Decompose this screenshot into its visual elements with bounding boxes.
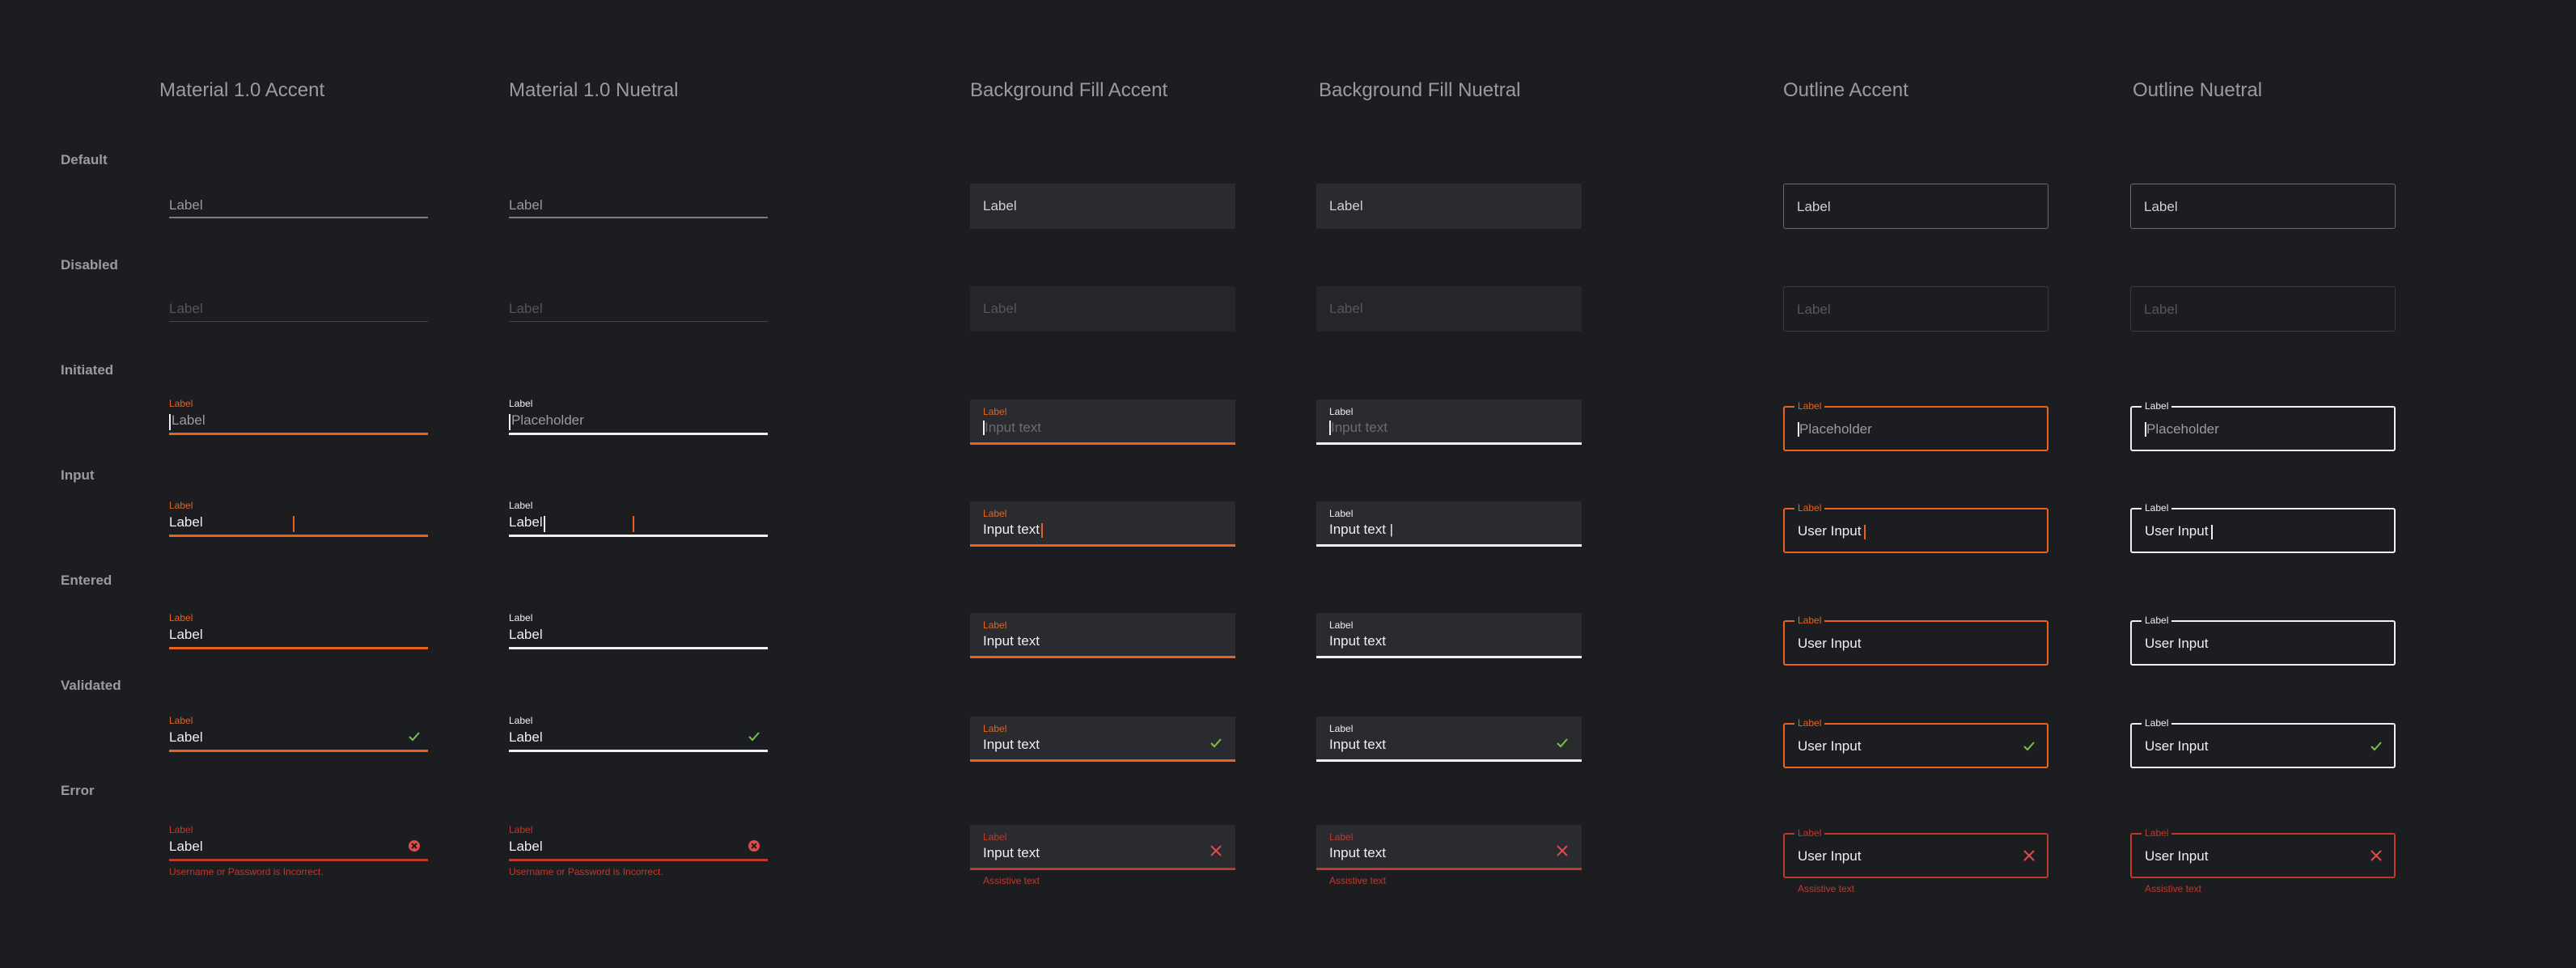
field-label: Label	[1329, 198, 1363, 213]
fill-accent-default-field[interactable]	[970, 184, 1235, 229]
floating-label: Label	[169, 824, 193, 835]
assistive-text: Assistive text	[1329, 875, 1387, 886]
outline-accent-initiated-field[interactable]	[1783, 400, 2049, 451]
outline-neutral-input-field[interactable]	[2130, 502, 2396, 553]
field-value: Input text |	[1329, 522, 1394, 537]
floating-label: Label	[169, 500, 193, 511]
outline-accent-validated-field[interactable]	[1783, 717, 2049, 768]
floating-label: Label	[509, 715, 533, 726]
field-label: Label	[2144, 199, 2178, 214]
fill-neutral-error-field[interactable]	[1316, 825, 1582, 870]
field-value: Label	[169, 839, 203, 854]
field-value: Input text	[983, 737, 1040, 752]
floating-label: Label	[983, 508, 1007, 519]
fill-neutral-default-field[interactable]	[1316, 184, 1582, 229]
close-icon[interactable]	[1210, 844, 1222, 857]
material-neutral-disabled-field	[509, 294, 768, 322]
column-title-outline-neutral: Outline Nuetral	[2133, 79, 2263, 101]
floating-label: Label	[2142, 717, 2171, 729]
material-accent-disabled-field	[169, 294, 428, 322]
outline-accent-default-field[interactable]	[1783, 184, 2049, 229]
field-value: Label	[169, 729, 203, 745]
field-label: Label	[983, 301, 1017, 316]
field-label: Label	[509, 301, 543, 316]
close-icon[interactable]	[2023, 849, 2036, 862]
field-value: Input text	[1329, 633, 1386, 649]
floating-label: Label	[509, 824, 533, 835]
floating-label: Label	[509, 612, 533, 623]
field-value: Label	[169, 514, 203, 530]
floating-label: Label	[983, 406, 1007, 417]
field-value: User Input	[1798, 636, 1862, 651]
outline-accent-disabled-field	[1783, 286, 2049, 332]
material-accent-input-field[interactable]	[169, 500, 428, 537]
check-icon	[2023, 741, 2036, 752]
field-value: Input text	[1329, 737, 1386, 752]
floating-label: Label	[2142, 400, 2171, 412]
material-neutral-validated-field[interactable]	[509, 715, 768, 752]
floating-label: Label	[169, 715, 193, 726]
fill-neutral-input-field[interactable]	[1316, 501, 1582, 547]
outline-neutral-error-field[interactable]	[2130, 827, 2396, 878]
floating-label: Label	[1794, 615, 1824, 626]
outline-neutral-default-field[interactable]	[2130, 184, 2396, 229]
outline-accent-error-field[interactable]	[1783, 827, 2049, 878]
material-accent-validated-field[interactable]	[169, 715, 428, 752]
floating-label: Label	[1329, 831, 1354, 843]
fill-accent-input-field[interactable]	[970, 501, 1235, 547]
material-neutral-error-field[interactable]	[509, 824, 768, 861]
field-label: Label	[169, 301, 203, 316]
outline-neutral-initiated-field[interactable]	[2130, 400, 2396, 451]
check-icon	[748, 731, 761, 742]
fill-neutral-disabled-field	[1316, 286, 1582, 332]
outline-accent-input-field[interactable]	[1783, 502, 2049, 553]
field-placeholder: Placeholder	[2146, 421, 2219, 437]
field-placeholder: Input text	[1331, 420, 1388, 435]
material-accent-error-field[interactable]	[169, 824, 428, 861]
row-label-error: Error	[61, 783, 95, 798]
field-value: Input text	[1329, 845, 1386, 860]
floating-label: Label	[1794, 400, 1824, 412]
field-label: Label	[2144, 302, 2178, 317]
column-title-fill-neutral: Background Fill Nuetral	[1319, 79, 1521, 101]
column-title-material-neutral: Material 1.0 Nuetral	[509, 79, 679, 101]
floating-label: Label	[2142, 502, 2171, 514]
floating-label: Label	[1794, 827, 1824, 839]
floating-label: Label	[169, 398, 193, 409]
field-value: User Input	[1798, 523, 1862, 539]
column-title-fill-accent: Background Fill Accent	[970, 79, 1168, 101]
check-icon	[1210, 738, 1222, 749]
field-label: Label	[983, 198, 1017, 213]
row-label-validated: Validated	[61, 678, 121, 693]
floating-label: Label	[983, 831, 1007, 843]
material-accent-initiated-field[interactable]	[169, 398, 428, 435]
column-title-material-accent: Material 1.0 Accent	[159, 79, 325, 101]
row-label-initiated: Initiated	[61, 362, 114, 378]
error-circle-icon[interactable]	[408, 839, 421, 852]
fill-neutral-initiated-field[interactable]	[1316, 399, 1582, 445]
check-icon	[408, 731, 421, 742]
field-value: Label	[169, 627, 203, 642]
fill-accent-disabled-field	[970, 286, 1235, 332]
field-value: Input text	[983, 845, 1040, 860]
field-placeholder: Input text	[985, 420, 1041, 435]
check-icon	[2370, 741, 2383, 752]
field-value: User Input	[2145, 738, 2209, 754]
field-label: Label	[1797, 199, 1831, 214]
floating-label: Label	[509, 500, 533, 511]
fill-accent-initiated-field[interactable]	[970, 399, 1235, 445]
material-accent-default-field[interactable]	[169, 191, 428, 218]
field-placeholder: Placeholder	[511, 412, 584, 428]
close-icon[interactable]	[1556, 844, 1569, 857]
row-label-default: Default	[61, 152, 108, 167]
error-message: Username or Password is Incorrect.	[509, 866, 663, 877]
field-label: Label	[169, 197, 203, 213]
floating-label: Label	[2142, 827, 2171, 839]
field-value: Input text	[983, 522, 1040, 537]
assistive-text: Assistive text	[1798, 883, 1855, 894]
floating-label: Label	[983, 619, 1007, 631]
floating-label: Label	[1329, 508, 1354, 519]
floating-label: Label	[1329, 619, 1354, 631]
field-placeholder: Placeholder	[1799, 421, 1872, 437]
outline-neutral-disabled-field	[2130, 286, 2396, 332]
field-value: Label	[509, 729, 543, 745]
material-neutral-initiated-field[interactable]	[509, 398, 768, 435]
fill-accent-validated-field[interactable]	[970, 716, 1235, 762]
outline-neutral-validated-field[interactable]	[2130, 717, 2396, 768]
column-title-outline-accent: Outline Accent	[1783, 79, 1909, 101]
field-label: Label	[1329, 301, 1363, 316]
assistive-text: Assistive text	[2145, 883, 2202, 894]
floating-label: Label	[1794, 502, 1824, 514]
assistive-text: Assistive text	[983, 875, 1040, 886]
fill-accent-error-field[interactable]	[970, 825, 1235, 870]
error-circle-icon[interactable]	[748, 839, 761, 852]
fill-neutral-validated-field[interactable]	[1316, 716, 1582, 762]
field-value: User Input	[2145, 636, 2209, 651]
fill-neutral-entered-field[interactable]	[1316, 613, 1582, 658]
floating-label: Label	[1794, 717, 1824, 729]
field-value: Input text	[983, 633, 1040, 649]
error-message: Username or Password is Incorrect.	[169, 866, 324, 877]
floating-label: Label	[1329, 406, 1354, 417]
outline-neutral-entered-field[interactable]	[2130, 615, 2396, 666]
field-label: Label	[1797, 302, 1831, 317]
floating-label: Label	[509, 398, 533, 409]
field-value: User Input	[2145, 523, 2209, 539]
floating-label: Label	[1329, 723, 1354, 734]
fill-accent-entered-field[interactable]	[970, 613, 1235, 658]
field-value: Label	[509, 839, 543, 854]
field-value: User Input	[1798, 848, 1862, 864]
row-label-entered: Entered	[61, 573, 112, 588]
floating-label: Label	[169, 612, 193, 623]
floating-label: Label	[2142, 615, 2171, 626]
material-neutral-default-field[interactable]	[509, 191, 768, 218]
check-icon	[1556, 738, 1569, 749]
row-label-disabled: Disabled	[61, 257, 118, 273]
field-value: User Input	[2145, 848, 2209, 864]
close-icon[interactable]	[2370, 849, 2383, 862]
field-placeholder: Label	[172, 412, 205, 428]
material-neutral-input-field[interactable]	[509, 500, 768, 537]
field-value: User Input	[1798, 738, 1862, 754]
material-neutral-entered-field[interactable]	[509, 612, 768, 649]
row-label-input: Input	[61, 467, 95, 483]
field-value: Label	[509, 627, 543, 642]
field-value: Label	[509, 514, 543, 530]
floating-label: Label	[983, 723, 1007, 734]
field-label: Label	[509, 197, 543, 213]
material-accent-entered-field[interactable]	[169, 612, 428, 649]
outline-accent-entered-field[interactable]	[1783, 615, 2049, 666]
